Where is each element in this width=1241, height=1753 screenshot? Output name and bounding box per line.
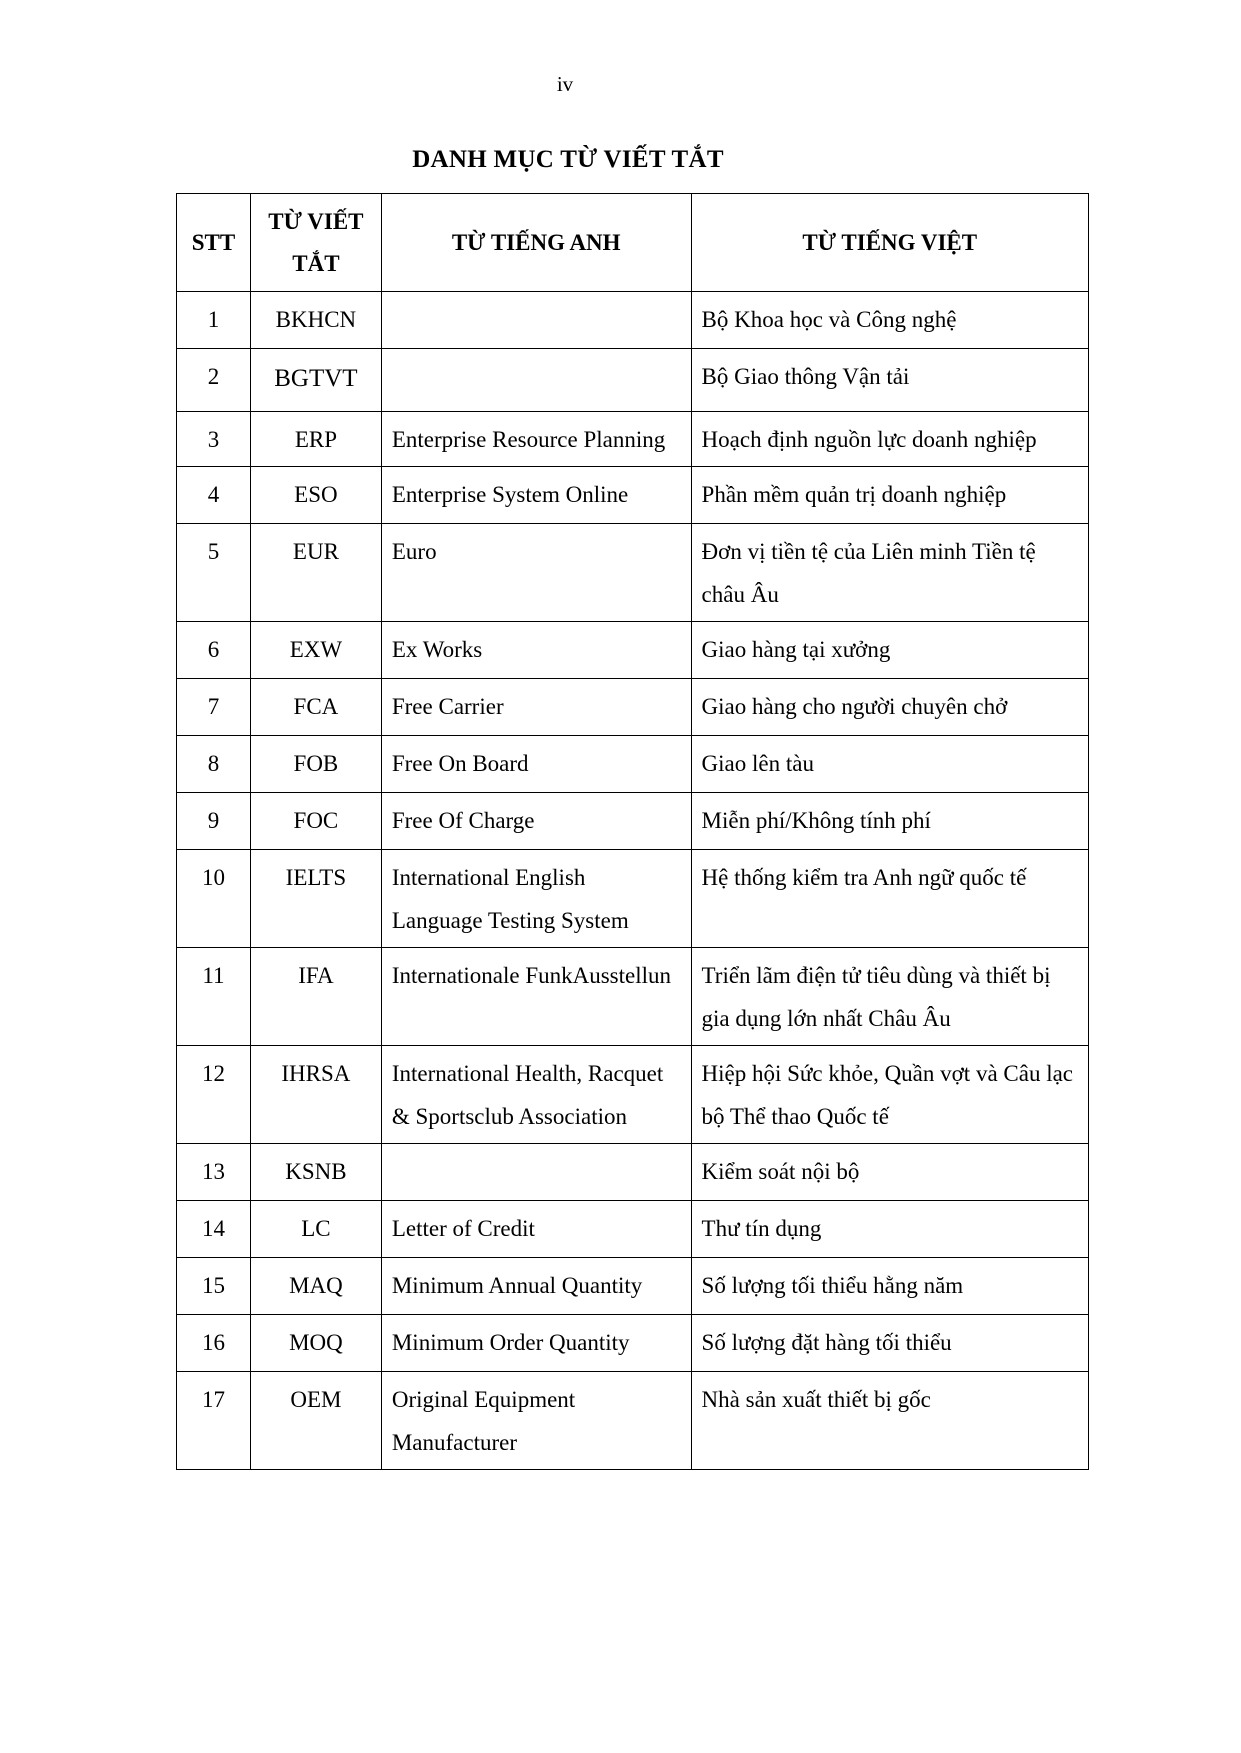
cell-stt: 1	[177, 292, 251, 349]
cell-abbreviation: LC	[250, 1201, 381, 1258]
table-row	[177, 292, 1089, 349]
cell-vietnamese: Bộ Khoa học và Công nghệ	[691, 292, 1088, 349]
cell-vietnamese: Triển lãm điện tử tiêu dùng và thiết bị gia dụng lớn nhất Châu Âu	[691, 948, 1088, 1046]
cell-vietnamese: Số lượng tối thiểu hằng năm	[691, 1258, 1088, 1315]
table-row	[177, 850, 1089, 948]
table-row	[177, 1258, 1089, 1315]
cell-english: Free On Board	[381, 736, 691, 793]
cell-stt: 10	[177, 850, 251, 948]
cell-vietnamese: Giao hàng cho người chuyên chở	[691, 679, 1088, 736]
header-english: TỪ TIẾNG ANH	[381, 194, 691, 292]
cell-vietnamese: Hiệp hội Sức khỏe, Quần vợt và Câu lạc bộ Thể thao Quốc tế	[691, 1046, 1088, 1144]
cell-stt: 14	[177, 1201, 251, 1258]
cell-stt: 13	[177, 1144, 251, 1201]
cell-vietnamese: Giao lên tàu	[691, 736, 1088, 793]
cell-abbreviation: EXW	[250, 622, 381, 679]
cell-abbreviation: IELTS	[250, 850, 381, 948]
cell-abbreviation: MAQ	[250, 1258, 381, 1315]
cell-abbreviation: FOC	[250, 793, 381, 850]
cell-vietnamese: Phần mềm quản trị doanh nghiệp	[691, 467, 1088, 524]
header-vietnamese: TỪ TIẾNG VIỆT	[691, 194, 1088, 292]
cell-stt: 2	[177, 349, 251, 412]
table-row	[177, 1315, 1089, 1372]
cell-english	[381, 292, 691, 349]
cell-english: Enterprise Resource Planning	[381, 412, 691, 467]
cell-abbreviation: IHRSA	[250, 1046, 381, 1144]
cell-vietnamese: Nhà sản xuất thiết bị gốc	[691, 1372, 1088, 1470]
cell-stt: 11	[177, 948, 251, 1046]
table-row	[177, 524, 1089, 622]
cell-english: Internationale FunkAusstellun	[381, 948, 691, 1046]
cell-vietnamese: Bộ Giao thông Vận tải	[691, 349, 1088, 412]
cell-stt: 4	[177, 467, 251, 524]
table-row	[177, 1201, 1089, 1258]
table-row	[177, 679, 1089, 736]
cell-stt: 16	[177, 1315, 251, 1372]
cell-english: International English Language Testing System	[381, 850, 691, 948]
cell-abbreviation: MOQ	[250, 1315, 381, 1372]
cell-english: Letter of Credit	[381, 1201, 691, 1258]
cell-english: International Health, Racquet & Sportsclub Association	[381, 1046, 691, 1144]
header-abbreviation-line2: TẮT	[292, 250, 340, 276]
cell-english: Free Carrier	[381, 679, 691, 736]
cell-abbreviation: KSNB	[250, 1144, 381, 1201]
cell-abbreviation: BKHCN	[250, 292, 381, 349]
cell-stt: 5	[177, 524, 251, 622]
cell-english: Original Equipment Manufacturer	[381, 1372, 691, 1470]
table-row	[177, 1046, 1089, 1144]
table-row	[177, 622, 1089, 679]
cell-stt: 12	[177, 1046, 251, 1144]
cell-stt: 7	[177, 679, 251, 736]
cell-english	[381, 349, 691, 412]
cell-vietnamese: Kiểm soát nội bộ	[691, 1144, 1088, 1201]
cell-vietnamese: Hệ thống kiểm tra Anh ngữ quốc tế	[691, 850, 1088, 948]
cell-stt: 17	[177, 1372, 251, 1470]
cell-english: Ex Works	[381, 622, 691, 679]
table-row	[177, 948, 1089, 1046]
cell-stt: 9	[177, 793, 251, 850]
header-abbreviation	[250, 194, 381, 292]
cell-abbreviation: FCA	[250, 679, 381, 736]
cell-stt: 15	[177, 1258, 251, 1315]
cell-stt: 8	[177, 736, 251, 793]
cell-abbreviation: FOB	[250, 736, 381, 793]
cell-stt: 3	[177, 412, 251, 467]
cell-english: Euro	[381, 524, 691, 622]
cell-vietnamese: Đơn vị tiền tệ của Liên minh Tiền tệ châu Âu	[691, 524, 1088, 622]
cell-abbreviation: BGTVT	[250, 349, 381, 412]
cell-stt: 6	[177, 622, 251, 679]
cell-vietnamese: Thư tín dụng	[691, 1201, 1088, 1258]
cell-english	[381, 1144, 691, 1201]
table-row	[177, 736, 1089, 793]
cell-english: Enterprise System Online	[381, 467, 691, 524]
cell-english: Minimum Annual Quantity	[381, 1258, 691, 1315]
table-row	[177, 1144, 1089, 1201]
cell-abbreviation: ESO	[250, 467, 381, 524]
page-title: DANH MỤC TỪ VIẾT TẮT	[412, 146, 724, 173]
table-row	[177, 1372, 1089, 1470]
cell-vietnamese: Giao hàng tại xưởng	[691, 622, 1088, 679]
table-row	[177, 467, 1089, 524]
table-row	[177, 793, 1089, 850]
cell-abbreviation: EUR	[250, 524, 381, 622]
cell-english: Free Of Charge	[381, 793, 691, 850]
cell-vietnamese: Số lượng đặt hàng tối thiểu	[691, 1315, 1088, 1372]
page-number: iv	[556, 72, 574, 96]
abbreviation-table	[176, 193, 1089, 1470]
cell-english: Minimum Order Quantity	[381, 1315, 691, 1372]
table-row	[177, 412, 1089, 467]
table-header-row	[177, 194, 1089, 292]
cell-abbreviation: ERP	[250, 412, 381, 467]
cell-abbreviation: IFA	[250, 948, 381, 1046]
cell-vietnamese: Miễn phí/Không tính phí	[691, 793, 1088, 850]
header-stt: STT	[177, 194, 251, 292]
cell-abbreviation: OEM	[250, 1372, 381, 1470]
table-row	[177, 349, 1089, 412]
cell-vietnamese: Hoạch định nguồn lực doanh nghiệp	[691, 412, 1088, 467]
header-abbreviation-line1: TỪ VIẾT	[268, 208, 364, 234]
